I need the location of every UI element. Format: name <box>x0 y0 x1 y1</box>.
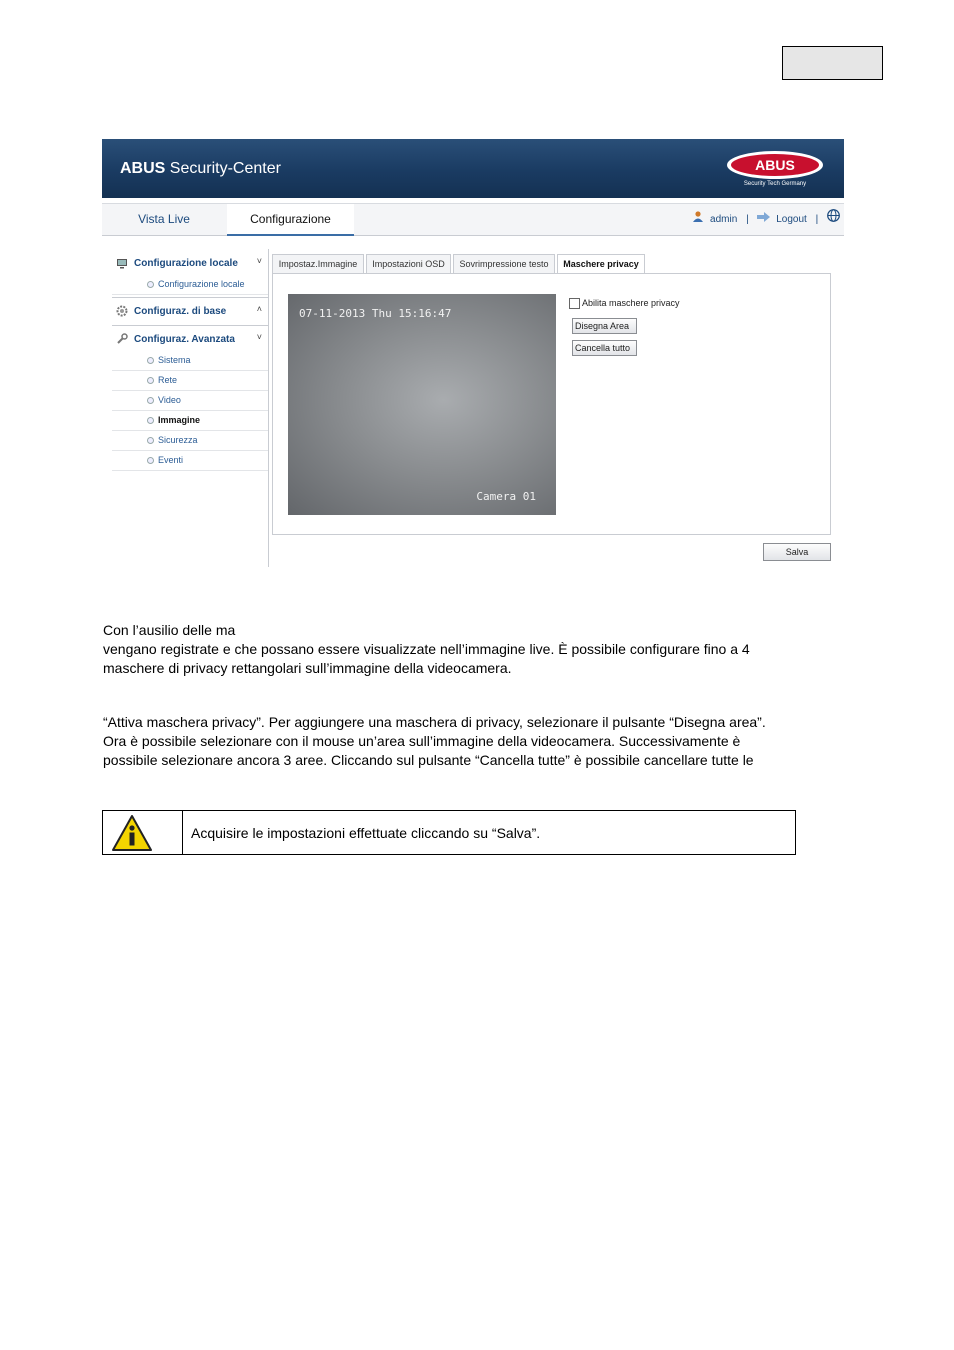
osd-datetime: 07-11-2013 Thu 15:16:47 <box>299 307 452 320</box>
body-text-line: Con l’ausilio delle ma <box>103 622 236 638</box>
enable-privacy-row <box>569 298 680 309</box>
tab-sovrimpressione-testo[interactable]: Sovrimpressione testo <box>453 254 555 273</box>
tab-maschere-privacy[interactable]: Maschere privacy <box>557 254 645 274</box>
sidebar-group-label: Configuraz. Avanzata <box>134 334 235 345</box>
clear-all-button[interactable]: Cancella tutto <box>572 340 637 356</box>
bullet-icon <box>147 417 154 424</box>
language-globe-icon[interactable] <box>827 204 840 235</box>
bullet-icon <box>147 281 154 288</box>
osd-camera-name: Camera 01 <box>476 490 536 503</box>
sidebar-item-label: Sicurezza <box>158 435 198 445</box>
camera-preview[interactable] <box>288 294 556 515</box>
tab-impostazioni-osd[interactable]: Impostazioni OSD <box>366 254 451 273</box>
svg-text:ABUS: ABUS <box>755 157 795 173</box>
body-text-line: possibile selezionare ancora 3 aree. Cliccando sul pulsante “Cancella tutte” è possibile cancellare tutte le <box>103 752 754 768</box>
sidebar-item-eventi[interactable] <box>112 451 268 471</box>
app-title: ABUS Security-Center <box>120 160 281 177</box>
note-box <box>102 810 796 855</box>
sidebar-group-label: Configurazione locale <box>134 258 238 269</box>
chevron-down-icon: ˅ <box>256 256 262 266</box>
user-area <box>692 204 840 236</box>
sidebar-item-label: Configurazione locale <box>158 279 245 289</box>
bullet-icon <box>147 397 154 404</box>
sidebar-group-configurazione-locale[interactable] <box>112 253 268 275</box>
save-button[interactable]: Salva <box>763 543 831 561</box>
tab-impostaz-immagine[interactable]: Impostaz.Immagine <box>272 254 364 273</box>
gear-icon <box>116 305 128 317</box>
separator: | <box>815 214 819 225</box>
bullet-icon <box>147 377 154 384</box>
local-config-icon <box>116 257 128 269</box>
sidebar-group-label: Configuraz. di base <box>134 306 227 317</box>
user-icon <box>692 204 704 235</box>
note-text: Acquisire le impostazioni effettuate cliccando su “Salva”. <box>191 825 541 841</box>
sidebar-item-label: Rete <box>158 375 178 385</box>
sidebar-group-configuraz-avanzata[interactable] <box>112 329 268 351</box>
info-warning-icon <box>111 814 153 852</box>
sidebar <box>112 253 268 471</box>
page-tab-box <box>782 46 883 80</box>
sidebar-group-configuraz-di-base[interactable] <box>112 301 268 323</box>
sidebar-item-video[interactable] <box>112 391 268 411</box>
sidebar-item-immagine[interactable] <box>112 411 268 431</box>
sidebar-item-sistema[interactable] <box>112 351 268 371</box>
body-text-line: maschere di privacy rettangolari sull’immagine della videocamera. <box>103 660 512 676</box>
enable-privacy-label: Abilita maschere privacy <box>582 298 680 308</box>
user-name-link[interactable]: admin <box>710 214 738 225</box>
logout-link[interactable]: Logout <box>776 214 807 225</box>
body-text-line: vengano registrate e che possano essere visualizzate nell’immagine live. È possibile configurare fino a 4 <box>103 641 750 657</box>
bullet-icon <box>147 437 154 444</box>
ui-screenshot <box>102 139 844 567</box>
note-divider <box>182 811 183 854</box>
sidebar-item-sicurezza[interactable] <box>112 431 268 451</box>
enable-privacy-checkbox[interactable] <box>569 298 580 309</box>
bullet-icon <box>147 357 154 364</box>
tab-configurazione[interactable]: Configurazione <box>227 204 354 236</box>
main-nav <box>102 203 844 236</box>
sidebar-item-rete[interactable] <box>112 371 268 391</box>
tab-vista-live[interactable]: Vista Live <box>138 212 190 226</box>
divider <box>112 297 268 298</box>
divider <box>112 325 268 326</box>
body-text-line: “Attiva maschera privacy”. Per aggiungere una maschera di privacy, selezionare il pulsante “Disegna area”. <box>103 714 766 730</box>
sidebar-item-label: Immagine <box>158 415 201 425</box>
sidebar-divider <box>268 249 269 567</box>
sidebar-item-configurazione-locale[interactable] <box>112 275 268 295</box>
bullet-icon <box>147 457 154 464</box>
draw-area-button[interactable]: Disegna Area <box>572 318 637 334</box>
abus-logo-icon <box>725 150 825 188</box>
sidebar-item-label: Video <box>158 395 181 405</box>
separator: | <box>746 214 749 225</box>
chevron-up-icon: ˄ <box>256 304 262 314</box>
body-text-line: Ora è possibile selezionare con il mouse un’area sull’immagine della videocamera. Successivamente è <box>103 733 741 749</box>
chevron-down-icon: ˅ <box>256 332 262 342</box>
header-banner <box>102 139 844 198</box>
svg-text:Security Tech Germany: Security Tech Germany <box>743 181 807 187</box>
sidebar-item-label: Sistema <box>158 355 191 365</box>
sidebar-item-label: Eventi <box>158 455 184 465</box>
wrench-icon <box>116 333 128 345</box>
logout-icon <box>757 204 770 235</box>
